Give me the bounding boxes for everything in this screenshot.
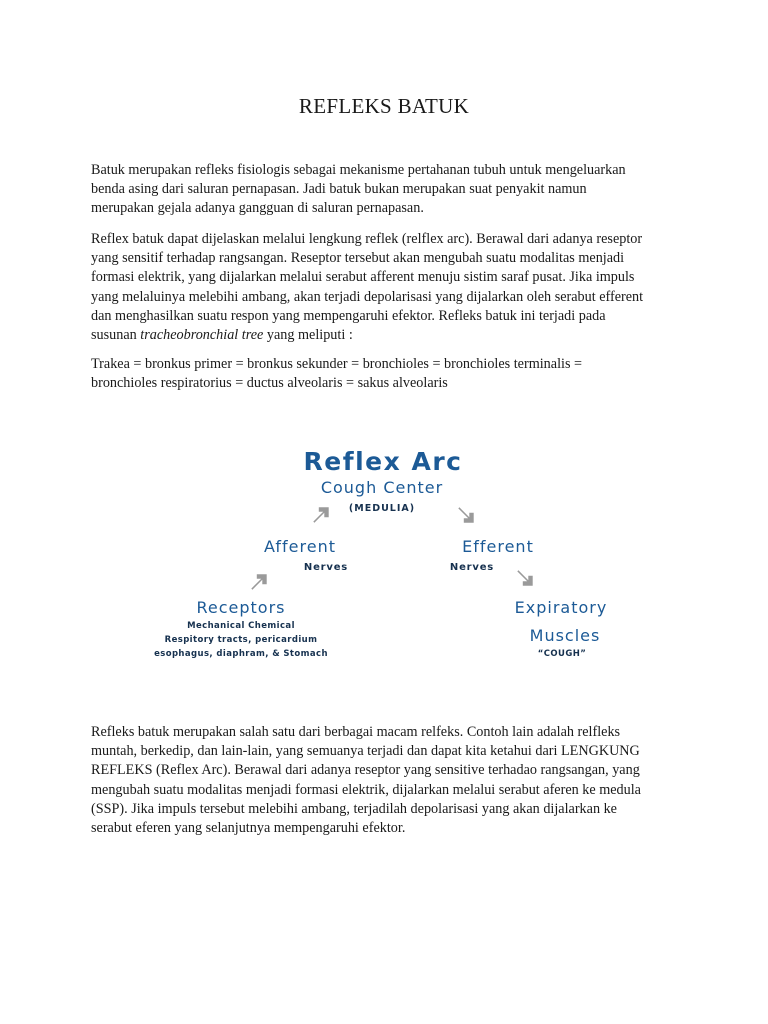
reflex-arc-diagram [130,440,650,670]
arrow-down-right-icon [458,507,473,522]
paragraph-line: merupakan gejala adanya gangguan di saluran pernapasan. [91,200,424,217]
paragraph-line: yang melaluinya melebihi ambang, akan terjadi depolarisasi yang dijalarkan oleh serabut efferent [91,288,644,305]
paragraph-line: Trakea = bronkus primer = bronkus sekunder = bronchioles = bronchioles terminalis = [91,356,583,372]
muscles-label: Muscles [529,626,601,645]
paragraph-line: Batuk merupakan refleks fisiologis sebagai mekanisme pertahanan tubuh untuk mengeluarkan [91,162,626,178]
receptors-line-2: Respitory tracts, pericardium [164,635,318,645]
paragraph-tree-sequence [91,355,687,393]
paragraph-line: formasi elektrik, yang dijalarkan melalui serabut afferent menuju sistim saraf pusat. Jika impuls [91,269,635,286]
arrow-up-right-icon [251,574,266,589]
paragraph-line: benda asing dari saluran pernapasan. Jadi batuk bukan merupakan suat penyakit namun [91,181,587,198]
diagram-title: Reflex Arc [303,447,463,476]
cough-center-label: Cough Center [320,478,444,497]
paragraph-line: mengubah suatu modalitas menjadi formasi elektrik, dijalarkan melalui serabut aferen ke medula [91,781,641,798]
paragraph-line: Reflex batuk dapat dijelaskan melalui lengkung reflek (relflex arc). Berawal dari adanya reseptor [91,231,643,247]
expiratory-label: Expiratory [514,598,608,617]
paragraph-line: Refleks batuk merupakan salah satu dari berbagai macam relfeks. Contoh lain adalah relfleks [91,724,621,740]
receptors-line-1: Mechanical Chemical [187,621,295,631]
line-suffix: yang meliputi : [263,327,353,344]
line-prefix: susunan [91,327,141,344]
afferent-label: Afferent [264,537,336,556]
paragraph-line: dan menghasilkan suatu respon yang mempengaruhi efektor. Refleks batuk ini terjadi pada [91,307,606,324]
paragraph-line: serabut eferen yang selanjutnya mempengaruhi efektor. [91,820,406,837]
afferent-sub: Nerves [303,562,349,573]
paragraph-line: yang sensitif terhadap rangsangan. Reseptor tersebut akan mengubah suatu modalitas menjadi [91,250,625,267]
arrow-down-right-icon [517,570,532,585]
efferent-label: Efferent [462,537,534,556]
document-title: REFLEKS BATUK [298,94,470,118]
paragraph-line: bronchioles respiratorius = ductus alveolaris = sakus alveolaris [91,375,448,392]
paragraph-line: (SSP). Jika impuls tersebut melebihi ambang, terjadilah depolarisasi yang akan dijalarkan ke [91,800,617,817]
receptors-line-3: esophagus, diaphram, & Stomach [154,649,328,659]
paragraph-line [91,326,687,345]
paragraph-conclusion [91,723,687,838]
muscles-sub: “COUGH” [537,649,587,659]
cough-center-sub: (MEDULIA) [348,503,416,514]
paragraph-intro [91,161,687,219]
arrow-up-right-icon [313,507,328,522]
receptors-label: Receptors [196,598,286,617]
efferent-sub: Nerves [449,562,495,573]
paragraph-reflex-explanation [91,230,687,345]
italic-term: tracheobronchial tree [140,327,264,344]
paragraph-line: muntah, berkedip, dan lain-lain, yang semuanya terjadi dan dapat kita ketahui dari LENGKUNG [91,743,640,760]
paragraph-line: REFLEKS (Reflex Arc). Berawal dari adanya reseptor yang sensitive terhadao rangsangan, yang [91,762,640,779]
